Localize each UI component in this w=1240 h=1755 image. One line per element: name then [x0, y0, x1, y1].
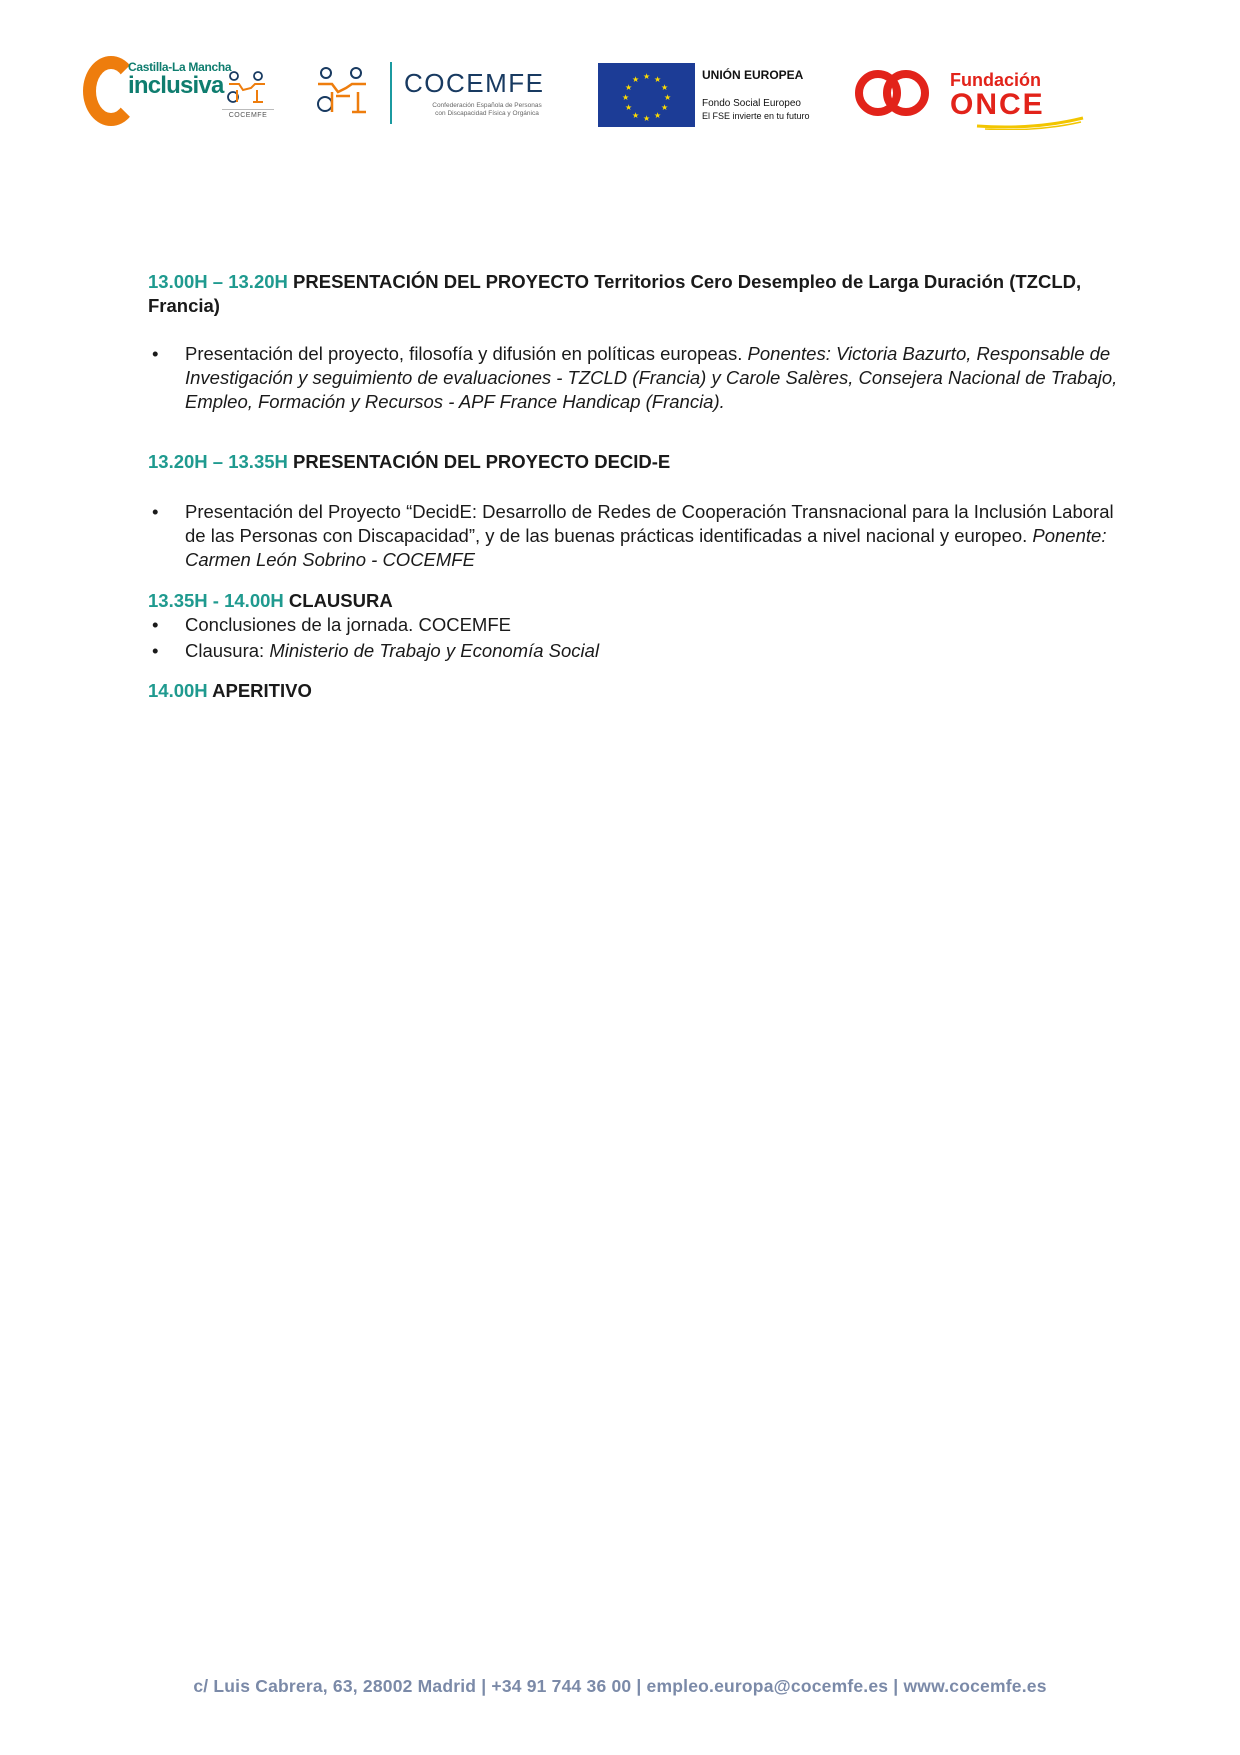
once-swoosh-icon [975, 116, 1085, 130]
session-heading-2 [148, 450, 1138, 474]
bullet-icon: • [152, 640, 159, 661]
once-ring-right-icon [883, 70, 929, 116]
list-item [148, 342, 1138, 414]
item-text: Clausura: [185, 640, 270, 661]
cocemfe-description [412, 102, 562, 118]
once-name-text: ONCE [950, 88, 1045, 121]
session-heading-1 [148, 270, 1138, 318]
people-table-icon [223, 70, 271, 104]
session-time-4: 14.00H [148, 680, 208, 701]
session-time-3: 13.35H - 14.00H [148, 590, 284, 611]
session-title-3: CLAUSURA [288, 590, 393, 611]
session-3-items [148, 613, 1138, 663]
session-title-1: PRESENTACIÓN DEL PROYECTO [293, 271, 590, 292]
footer-contact: c/ Luis Cabrera, 63, 28002 Madrid | +34 91 744 36 00 | empleo.europa@cocemfe.es | www.cocemfe.es [193, 1676, 1047, 1696]
header-logos [0, 56, 1240, 136]
union-europea-logo [598, 56, 838, 136]
item-organization: Ministerio de Trabajo y Economía Social [269, 640, 600, 661]
session-heading-3 [148, 589, 1138, 613]
cocemfe-logo [312, 56, 552, 136]
castilla-la-mancha-inclusiva-logo [83, 56, 283, 136]
cocemfe-desc-line1: Confederación Española de Personas [432, 102, 542, 109]
list-item [148, 613, 1138, 637]
logo-clm-line2: inclusiva [128, 72, 224, 99]
session-title-1-rest: Territorios Cero Desempleo de Larga Duración (TZCLD, Francia) [148, 271, 1082, 316]
eu-slogan: El FSE invierte en tu futuro [702, 111, 810, 121]
session-time-1: 13.00H – 13.20H [148, 271, 288, 292]
cocemfe-desc-line2: con Discapacidad Física y Orgánica [435, 110, 539, 117]
cocemfe-people-icon [312, 66, 372, 114]
session-time-2: 13.20H – 13.35H [148, 451, 288, 472]
cocemfe-divider [390, 62, 392, 124]
session-title-4: APERITIVO [212, 680, 312, 701]
session-heading-4 [148, 679, 1138, 703]
list-item [148, 639, 1138, 663]
eu-fund-name: Fondo Social Europeo [702, 98, 801, 109]
eu-title: UNIÓN EUROPEA [702, 68, 804, 82]
once-fundacion-text: Fundación [950, 70, 1041, 90]
session-title-2: PRESENTACIÓN DEL PROYECTO DECID-E [293, 451, 671, 472]
logo-clm-sub: COCEMFE [222, 109, 274, 119]
cocemfe-name: COCEMFE [404, 68, 545, 98]
program-content [148, 270, 1138, 703]
bullet-icon: • [152, 501, 159, 522]
logo-clm-line1: Castilla-La Mancha [128, 60, 232, 74]
item-speakers: Ponentes: Victoria Bazurto, Responsable de Investigación y seguimiento de evaluaciones - TZCLD (Francia) y Carole Salères, Consejera Nacional de Trabajo, Empleo, Formación y Recursos - APF France Handicap (Francia). [185, 343, 1118, 412]
session-1-items [148, 342, 1138, 414]
list-item [148, 500, 1138, 572]
item-text: Presentación del proyecto, filosofía y difusión en políticas europeas. [185, 343, 748, 364]
bullet-icon: • [152, 343, 159, 364]
session-2-items [148, 500, 1138, 572]
item-speakers: Ponente: Carmen León Sobrino - COCEMFE [185, 525, 1107, 570]
bullet-icon: • [152, 614, 159, 635]
item-text: Presentación del Proyecto “DecidE: Desarrollo de Redes de Cooperación Transnacional para la Inclusión Laboral de las Personas con Discapacidad”, y de las buenas prácticas identificadas a nivel nacional y europeo. [185, 501, 1114, 546]
fundacion-once-logo [855, 56, 1085, 136]
eu-flag-icon: ★ ★ ★ ★ ★ ★ ★ ★ ★ ★ ★ ★ [598, 63, 695, 127]
item-text: Conclusiones de la jornada. COCEMFE [185, 614, 511, 635]
